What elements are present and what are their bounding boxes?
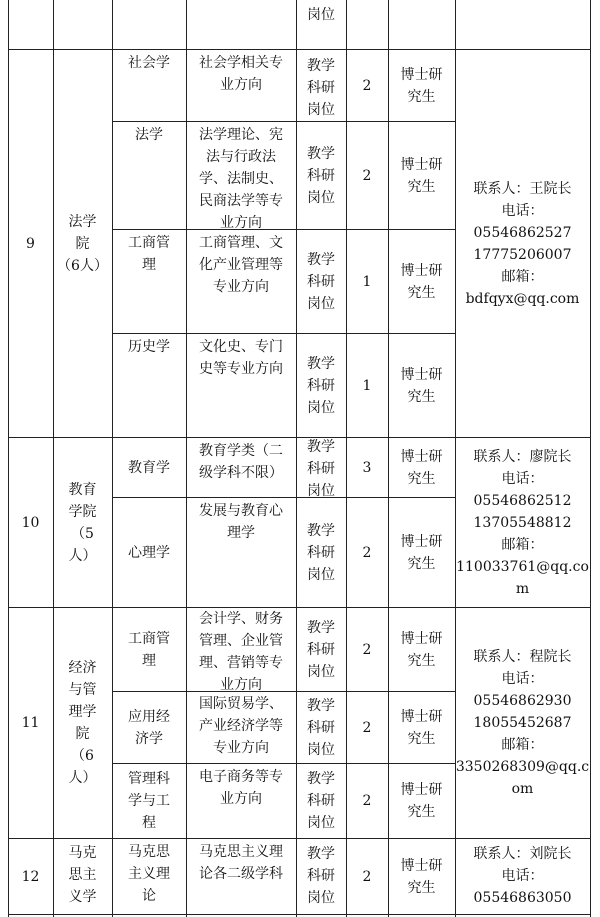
border-v-right bbox=[590, 0, 591, 917]
count-cell: 2 bbox=[362, 77, 372, 94]
education-cell: 博士研 究生 bbox=[400, 857, 443, 896]
contact-info: 联系人：程院长 电话： 05546862930 18055452687 邮箱： 3350268309@qq.c om bbox=[455, 649, 590, 797]
count-cell: 2 bbox=[362, 167, 372, 184]
row-number: 10 bbox=[21, 514, 40, 531]
discipline-cell: 心理学 bbox=[128, 544, 170, 561]
discipline-cell: 社会学 bbox=[128, 55, 170, 71]
count-cell: 1 bbox=[362, 273, 372, 290]
border-h-group12-top bbox=[8, 838, 591, 839]
discipline-cell: 法学 bbox=[135, 127, 163, 143]
count-cell: 3 bbox=[362, 459, 372, 476]
discipline-cell: 管理科 学与工 程 bbox=[128, 771, 170, 831]
row-number: 9 bbox=[26, 235, 35, 252]
position-cell: 教学 科研 岗位 bbox=[307, 355, 335, 416]
direction-cell: 教育学类（二 级学科不限） bbox=[199, 443, 283, 481]
discipline-cell: 马克思 主义理 论 bbox=[128, 844, 170, 904]
direction-cell: 法学理论、宪 法与行政法 学、法制史、 民商法学等专 业方向 bbox=[199, 127, 283, 231]
position-cell: 教学 科研 岗位 bbox=[307, 522, 335, 583]
college-name: 法学 院 （6人） bbox=[57, 213, 108, 274]
position-cell: 教学 科研 岗位 bbox=[307, 439, 335, 499]
discipline-cell: 应用经 济学 bbox=[128, 708, 170, 747]
position-cell: 教学 科研 岗位 bbox=[307, 251, 335, 312]
border-h-bottom bbox=[8, 914, 591, 915]
count-cell: 2 bbox=[362, 641, 372, 658]
direction-cell: 文化史、专门 史等专业方向 bbox=[199, 339, 283, 377]
discipline-cell: 历史学 bbox=[128, 339, 170, 355]
position-cell: 教学 科研 岗位 bbox=[307, 846, 335, 906]
count-cell: 2 bbox=[362, 793, 372, 809]
college-name: 经济 与管 理学 院 （6 人） bbox=[68, 660, 97, 786]
discipline-cell: 工商管 理 bbox=[128, 630, 170, 669]
contact-info: 联系人：刘院长 电话： 05546863050 bbox=[473, 846, 572, 906]
direction-cell: 国际贸易学、 产业经济学等 专业方向 bbox=[199, 696, 283, 756]
contact-info: 联系人：王院长 电话： 05546862527 17775206007 邮箱： bdfqyx@qq.com bbox=[465, 180, 580, 307]
count-cell: 2 bbox=[362, 868, 372, 885]
direction-cell: 发展与教育心 理学 bbox=[199, 503, 283, 541]
position-cell: 教学 科研 岗位 bbox=[307, 771, 335, 831]
direction-cell: 社会学相关专 业方向 bbox=[199, 55, 283, 93]
direction-cell: 会计学、财务 管理、企业管 理、营销等专 业方向 bbox=[199, 611, 283, 693]
education-cell: 博士研 究生 bbox=[400, 366, 443, 405]
position-cell: 岗位 bbox=[307, 7, 335, 23]
position-cell: 教学 科研 岗位 bbox=[307, 697, 335, 758]
position-cell: 教学 科研 岗位 bbox=[307, 619, 335, 680]
education-cell: 博士研 究生 bbox=[400, 533, 443, 572]
position-cell: 教学 科研 岗位 bbox=[307, 58, 335, 118]
education-cell: 博士研 究生 bbox=[400, 156, 443, 195]
count-cell: 2 bbox=[362, 719, 372, 736]
education-cell: 博士研 究生 bbox=[400, 262, 443, 301]
discipline-cell: 教育学 bbox=[128, 459, 170, 476]
contact-info: 联系人：廖院长 电话： 05546862512 13705548812 邮箱： 110033761@qq.co m bbox=[456, 448, 589, 597]
direction-cell: 马克思主义理 论各二级学科 bbox=[199, 844, 283, 882]
direction-cell: 电子商务等专 业方向 bbox=[199, 769, 283, 807]
education-cell: 博士研 究生 bbox=[400, 630, 443, 669]
direction-cell: 工商管理、文 化产业管理等 专业方向 bbox=[199, 235, 283, 295]
discipline-cell: 工商管 理 bbox=[128, 235, 170, 273]
college-name: 教育 学院 （5 人） bbox=[68, 481, 97, 564]
count-cell: 2 bbox=[362, 544, 372, 561]
college-name: 马克 思主 义学 bbox=[68, 845, 97, 905]
row-number: 12 bbox=[21, 868, 40, 885]
education-cell: 博士研 究生 bbox=[400, 448, 443, 487]
education-cell: 博士研 究生 bbox=[400, 782, 443, 820]
education-cell: 博士研 究生 bbox=[400, 708, 443, 747]
education-cell: 博士研 究生 bbox=[400, 66, 443, 105]
row-number: 11 bbox=[21, 715, 40, 731]
position-cell: 教学 科研 岗位 bbox=[307, 145, 335, 206]
count-cell: 1 bbox=[362, 377, 372, 394]
